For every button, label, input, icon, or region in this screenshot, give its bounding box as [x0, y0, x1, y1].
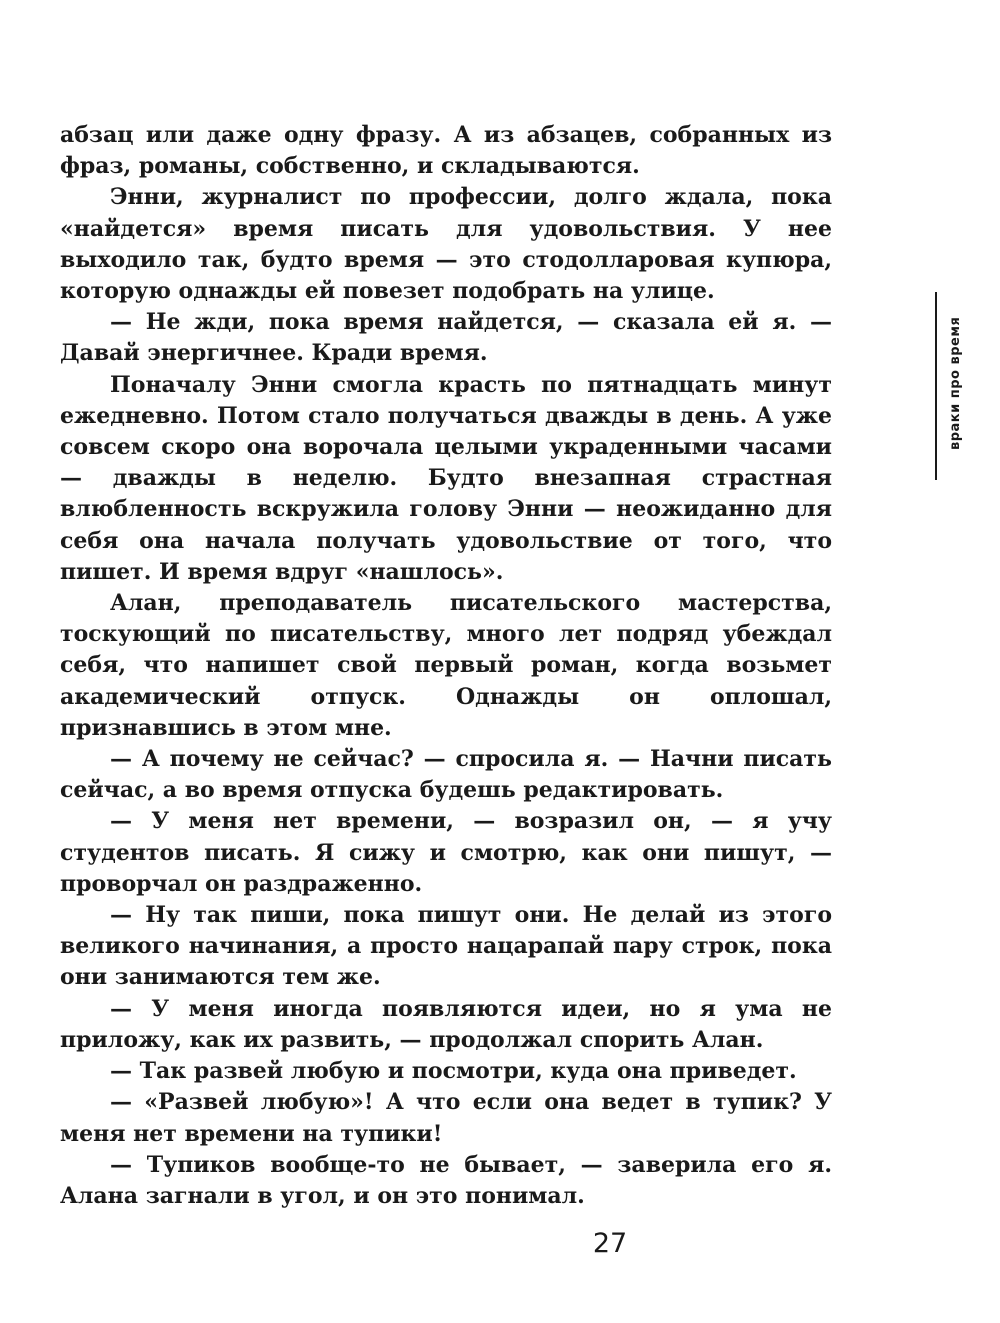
paragraph-8: — Ну так пиши, пока пишут они. Не делай из этого великого начинания, а просто нацарапай пару строк, пока они занимаются тем же.	[60, 902, 832, 991]
paragraph-3: — Не жди, пока время найдется, — сказала ей я. — Давай энергичнее. Кради время.	[60, 309, 832, 367]
paragraph-1: абзац или даже одну фразу. А из абзацев, собранных из фраз, романы, собственно, и складываются.	[60, 122, 832, 180]
page-number: 27	[592, 1228, 628, 1259]
paragraph-4: Поначалу Энни смогла красть по пятнадцать минут ежедневно. Потом стало получаться дважды в день. А уже совсем скоро она ворочала целыми украденными часами — дважды в неделю. Будто внезапная страстная влюбленность вскружила голову Энни — неожиданно для себя она начала получать удовольствие от того, что пишет. И время вдруг «нашлось».	[60, 371, 832, 585]
paragraph-12: — Тупиков вообще-то не бывает, — заверила его я. Алана загнали в угол, и он это понимал.	[60, 1151, 832, 1209]
running-head-label: враки про время	[948, 316, 963, 450]
paragraph-2: Энни, журналист по профессии, долго ждала, пока «найдется» время писать для удовольствия. У нее выходило так, будто время — это стодолларовая купюра, которую однажды ей повезет подобрать на улице.	[60, 184, 832, 305]
paragraph-5: Алан, преподаватель писательского мастерства, тоскующий по писательству, много лет подряд убеждал себя, что напишет свой первый роман, когда возьмет академический отпуск. Однажды он оплошал, признавшись в этом мне.	[60, 590, 832, 741]
paragraph-7: — У меня нет времени, — возразил он, — я учу студентов писать. Я сижу и смотрю, как они пишут, — проворчал он раздраженно.	[60, 808, 832, 897]
paragraph-11: — «Развей любую»! А что если она ведет в тупик? У меня нет времени на тупики!	[60, 1089, 832, 1147]
body-text	[60, 120, 832, 1212]
paragraph-9: — У меня иногда появляются идеи, но я ума не приложу, как их развить, — продолжал спорить Алан.	[60, 995, 832, 1053]
paragraph-10: — Так развей любую и посмотри, куда она приведет.	[110, 1058, 797, 1085]
margin-rule	[935, 292, 937, 480]
paragraph-6: — А почему не сейчас? — спросила я. — Начни писать сейчас, а во время отпуска будешь редактировать.	[60, 746, 832, 804]
